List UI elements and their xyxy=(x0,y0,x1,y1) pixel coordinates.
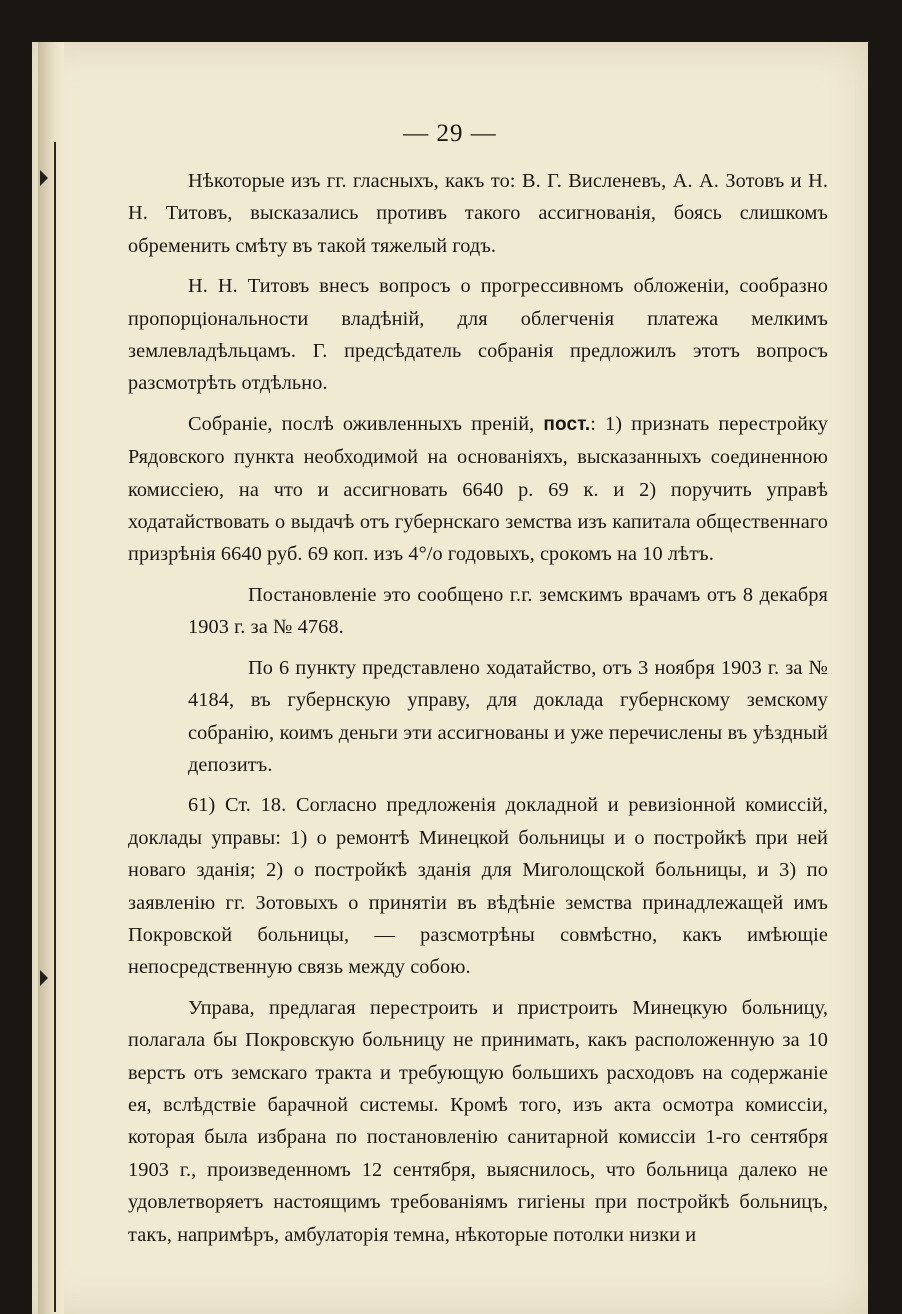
document-body xyxy=(128,165,828,1259)
paragraph: Н. Н. Титовъ внесъ вопросъ о прогрессивномъ обложеніи, сообразно пропорціональности владѣній, для облегченія платежа мелкимъ землевладѣльцамъ. Г. предсѣдатель собранія предложилъ этотъ вопросъ разсмотрѣть отдѣльно. xyxy=(128,275,828,395)
indented-paragraph: По 6 пункту представлено ходатайство, отъ 3 ноября 1903 г. за № 4184, въ губернскую управу, для доклада губернскому земскому собранію, коимъ деньги эти ассигнованы и уже перечислены въ уѣздный депозитъ. xyxy=(188,656,828,776)
paragraph: 61) Ст. 18. Согласно предложенія докладной и ревизіонной комиссій, доклады управы: 1) о ремонтѣ Минецкой больницы и о постройкѣ при ней новаго зданія; 2) о постройкѣ зданія для Миголощской больницы, и 3) по заявленію гг. Зотовыхъ о принятіи въ вѣдѣніе земства принадлежащей имъ Покровской больницы, — разсмотрѣны совмѣстно, какъ имѣющіе непосредственную связь между собою. xyxy=(128,794,828,979)
page-number: — 29 — xyxy=(403,120,497,147)
document-page xyxy=(32,42,868,1314)
paragraph-text: : 1) признать перестройку Рядовского пункта необходимой на основаніяхъ, высказанныхъ соединенною комиссіею, на что и ассигновать 6640 р. 69 к. и 2) поручить управѣ ходатайствовать о выдачѣ отъ губернскаго земства изъ капитала общественнаго призрѣнія 6640 руб. 69 коп. изъ 4°/o годовыхъ, срокомъ на 10 лѣтъ. xyxy=(128,412,828,566)
resolution-abbreviation: пост. xyxy=(543,413,591,435)
page-binding-edge xyxy=(38,42,64,1314)
indented-paragraph: Постановленіе это сообщено г.г. земскимъ врачамъ отъ 8 декабря 1903 г. за № 4768. xyxy=(188,583,828,639)
paragraph-text: Собраніе, послѣ оживленныхъ преній, xyxy=(188,412,544,435)
paragraph: Нѣкоторые изъ гг. гласныхъ, какъ то: В. Г. Висленевъ, А. А. Зотовъ и Н. Н. Титовъ, высказались противъ такого ассигнованія, боясь слишкомъ обременить смѣту въ такой тяжелый годъ. xyxy=(128,170,828,257)
binding-marker xyxy=(40,970,48,986)
paragraph: Управа, предлагая перестроить и пристроить Минецкую больницу, полагала бы Покровскую больницу не принимать, какъ расположенную за 10 верстъ отъ земскаго тракта и требующую большихъ расходовъ на содержаніе ея, вслѣдствіе барачной системы. Кромѣ того, изъ акта осмотра комиссіи, которая была избрана по постановленію санитарной комиссіи 1-го сентября 1903 г., произведенномъ 12 сентября, выяснилось, что больница далеко не удовлетворяетъ настоящимъ требованіямъ гигіены при постройкѣ больницъ, такъ, напримѣръ, амбулаторія темна, нѣкоторые потолки низки и xyxy=(128,996,828,1246)
paragraph xyxy=(128,408,828,571)
binding-marker xyxy=(40,170,48,186)
